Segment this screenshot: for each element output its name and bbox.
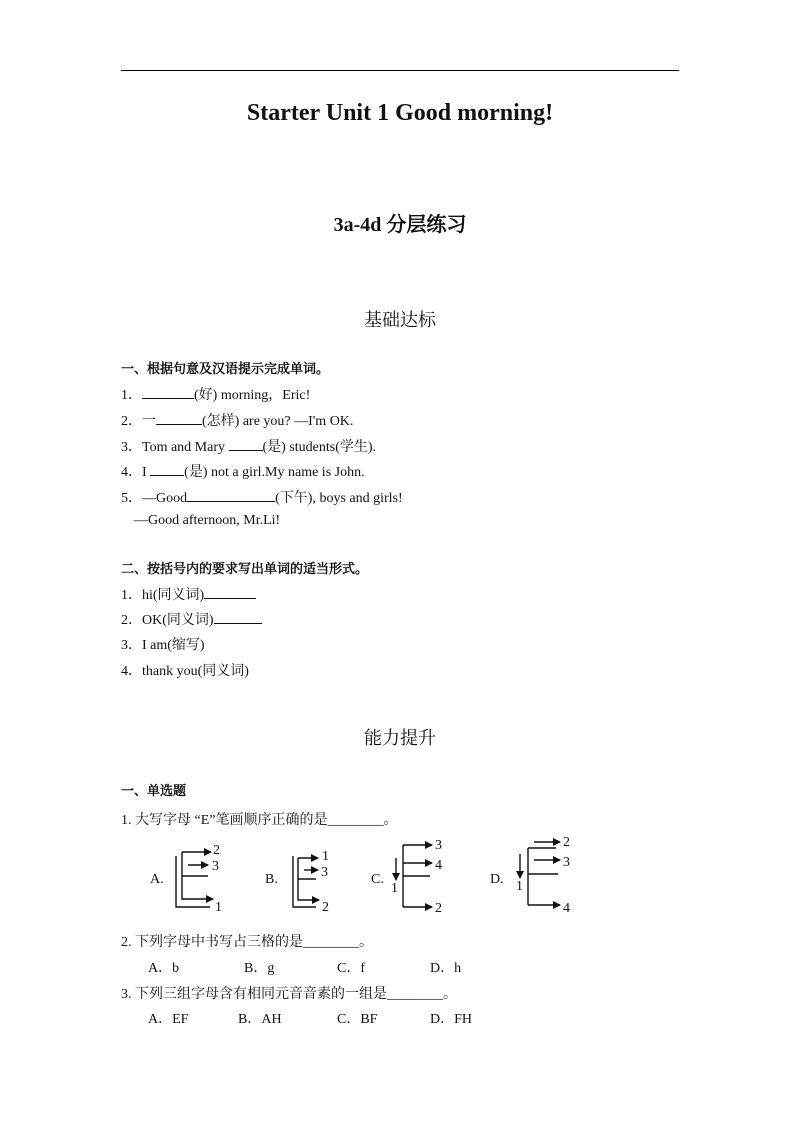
page-title: Starter Unit 1 Good morning! <box>246 100 554 126</box>
basic-part2-item-2 <box>121 609 262 629</box>
q3-choice-d[interactable]: D．FH <box>430 1012 473 1027</box>
option-d-label: D. <box>490 872 504 887</box>
basic-item-1 <box>121 384 310 404</box>
basic-item-4 <box>121 461 365 481</box>
stroke-number: 1 <box>322 849 329 864</box>
basic-part2-item-1 <box>121 584 256 604</box>
advanced-part1-title: 一、单选题 <box>121 784 187 799</box>
option-b[interactable] <box>265 849 329 915</box>
item-text: hi(同义词) <box>142 588 205 603</box>
q3-choice-a[interactable]: A．EF <box>148 1012 189 1027</box>
item-text: (好) morning，Eric! <box>194 388 311 403</box>
item-number: 4． <box>121 465 142 480</box>
stroke-number: 2 <box>435 901 442 916</box>
answer-blank[interactable] <box>204 586 256 599</box>
stroke-number: 2 <box>322 900 329 915</box>
page-subtitle: 3a-4d 分层练习 <box>333 214 467 236</box>
q2-choice-c[interactable]: C．f <box>337 961 365 976</box>
basic-item-5 <box>121 487 403 507</box>
item-number: 3． <box>121 638 142 653</box>
item-number: 1． <box>121 588 142 603</box>
q2-stem: 2. 下列字母中书写占三格的是________。 <box>121 935 373 950</box>
option-c-label: C. <box>371 872 384 887</box>
q2-choice-d[interactable]: D．h <box>430 961 462 976</box>
stroke-order-figure <box>140 832 600 922</box>
answer-blank[interactable] <box>142 386 194 399</box>
stroke-number: 1 <box>516 879 523 894</box>
stroke-number: 1 <box>391 881 398 896</box>
option-a-label: A. <box>150 872 164 887</box>
basic-part1-title: 一、根据句意及汉语提示完成单词。 <box>121 362 330 377</box>
stroke-number: 4 <box>435 858 442 873</box>
q1-stem: 1. 大写字母 “E”笔画顺序正确的是________。 <box>121 813 398 828</box>
stroke-number: 3 <box>212 859 219 874</box>
item-text: (是) students(学生). <box>262 440 377 455</box>
option-c[interactable] <box>371 838 442 916</box>
item-text: 一 <box>142 414 156 429</box>
item-text: (怎样) are you? —I'm OK. <box>202 414 354 429</box>
stroke-number: 1 <box>215 900 222 915</box>
answer-blank[interactable] <box>150 463 184 476</box>
item-text: I <box>142 465 151 480</box>
q2-choice-a[interactable]: A．b <box>148 961 180 976</box>
stroke-number: 2 <box>213 843 220 858</box>
q2-choice-b[interactable]: B．g <box>244 961 275 976</box>
answer-blank[interactable] <box>187 489 275 502</box>
answer-blank[interactable] <box>214 611 262 624</box>
item-text: I am(缩写) <box>142 638 205 653</box>
item-number: 3． <box>121 440 142 455</box>
item-text: thank you(同义词) <box>142 664 249 679</box>
top-rule <box>121 70 679 71</box>
stroke-number: 3 <box>321 865 328 880</box>
item-number: 2． <box>121 414 142 429</box>
stroke-number: 4 <box>563 901 570 916</box>
stroke-number: 3 <box>563 855 570 870</box>
basic-part2-item-3 <box>121 634 205 654</box>
item-number: 4． <box>121 664 142 679</box>
section-advanced-heading: 能力提升 <box>364 728 436 749</box>
item-number: 2． <box>121 613 142 628</box>
item-text: —Good <box>142 491 188 506</box>
item-number: 5． <box>121 491 142 506</box>
item-text: OK(同义词) <box>142 613 214 628</box>
basic-item-2 <box>121 410 353 430</box>
q3-choice-b[interactable]: B．AH <box>238 1012 282 1027</box>
item-text: (下午), boys and girls! <box>275 491 403 506</box>
item-text: Tom and Mary <box>142 440 229 455</box>
answer-blank[interactable] <box>156 412 202 425</box>
option-d[interactable] <box>490 835 570 916</box>
q3-choice-c[interactable]: C．BF <box>337 1012 378 1027</box>
basic-item-5-reply: —Good afternoon, Mr.Li! <box>134 513 281 528</box>
basic-part2-title: 二、按括号内的要求写出单词的适当形式。 <box>121 562 369 577</box>
answer-blank[interactable] <box>229 438 263 451</box>
basic-item-3 <box>121 436 376 456</box>
stroke-number: 3 <box>435 838 442 853</box>
basic-part2-item-4 <box>121 660 249 680</box>
item-number: 1． <box>121 388 142 403</box>
q3-stem: 3. 下列三组字母含有相同元音音素的一组是________。 <box>121 987 457 1002</box>
stroke-number: 2 <box>563 835 570 850</box>
option-a[interactable] <box>150 843 222 915</box>
option-b-label: B. <box>265 872 278 887</box>
section-basic-heading: 基础达标 <box>364 310 436 331</box>
item-text: (是) not a girl.My name is John. <box>184 465 365 480</box>
